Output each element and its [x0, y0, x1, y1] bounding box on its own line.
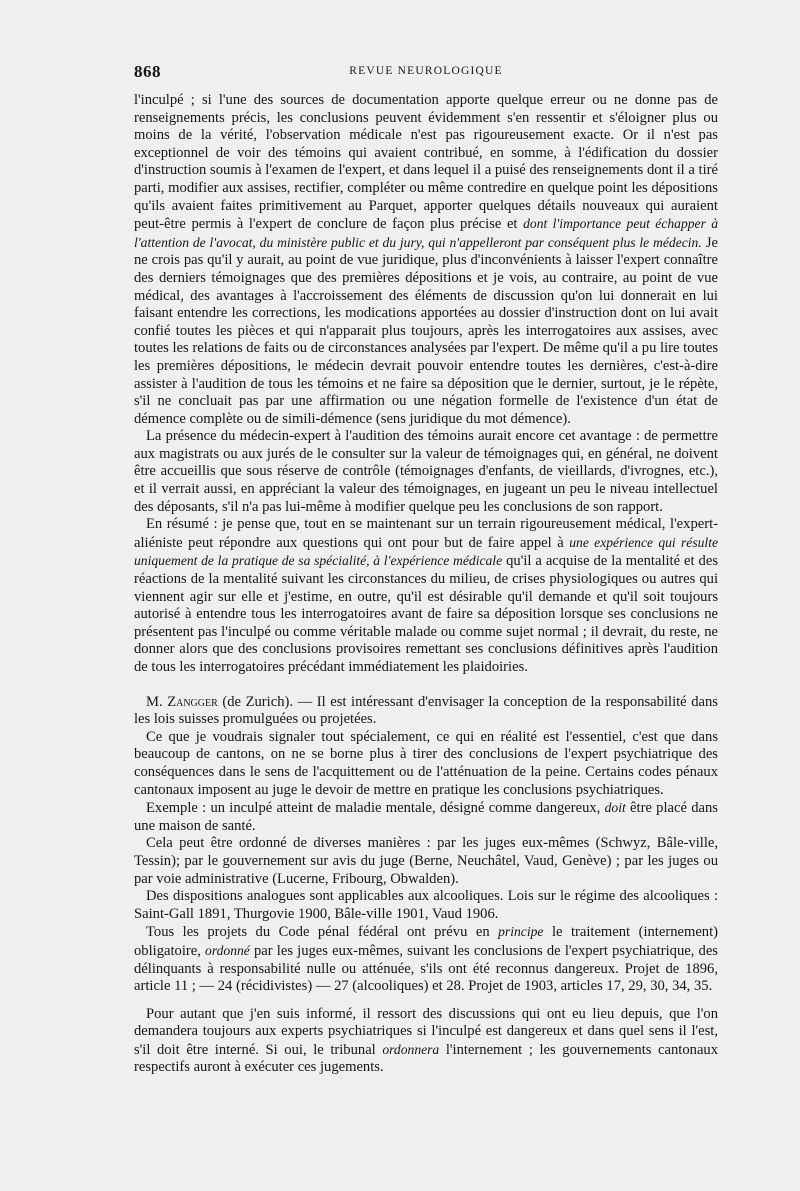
- italic-emphasis: dont l'importance peut échapper à l'attention de l'avocat, du ministère public et du jury, qui n'appelleront par conséquent plus le médecin.: [134, 216, 719, 250]
- paragraph-text: qu'il a acquise de la mentalité et des réactions de la mentalité suivant les circonstances du milieu, de crises physiologiques ou autres qui viennent agir sur elle et j'estime, en outre, qu'il est désirable qu'il demande et qu'il soit toujours autorisé à entendre tous les interrogatoires avant de faire sa déposition lorsque ses conclusions ne présentent pas l'inculpé ou comme véritable malade ou comme sujet normal ; il devrait, du reste, ne donner alors que des conclusions provisoires remettant ses conclusions définitives après l'audition de tous les interrogatoires précédant immédiatement les plaidoiries.: [134, 553, 718, 675]
- paragraph-text: La présence du médecin-expert à l'audition des témoins aurait encore cet avantage : de permettre aux magistrats ou aux jurés de le consulter sur la valeur de témoignages qui, en général, ne doivent être accueillis que sous réserve de contrôle (témoignages d'enfants, de vieillards, d'ivrognes, etc.), et il verrait aussi, en appréciant la valeur des témoignages, en jugeant un peu le niveau intellectuel des déposants, s'il n'a pas lui-même à modifier quelque peu les conclusions de son rapport.: [134, 428, 718, 515]
- paragraph-text: Exemple : un inculpé atteint de maladie mentale, désigné comme dangereux,: [146, 800, 601, 817]
- paragraph-text: l'inculpé ; si l'une des sources de documentation apporte quelque erreur ou ne donne pas de renseignements précis, les conclusions peuvent évidemment s'en ressentir et s'éloigner plus ou moins de la vérité, l'observation médicale n'est pas rigoureusement exacte. Or il n'est pas exceptionnel de voir des témoins qui avaient contribué, en somme, à l'édification du dossier d'instruction soumis à l'examen de l'expert, et dans lequel il a puisé des renseignements dont il a tiré parti, modifier aux assises, rectifier, compléter ou même contredire en quelque point les dépositions qu'ils avaient faites primitivement au Parquet, apporter quelques détails nouveaux qui auraient peut-être permis à l'expert de conclure de façon plus précise et: [134, 92, 718, 233]
- paragraph-text: Cela peut être ordonné de diverses manières : par les juges eux-mêmes (Schwyz, Bâle-ville, Tessin); par le gouvernement sur avis du juge (Berne, Neuchâtel, Vaud, Genève) ; par les juges ou par voie administrative (Lucerne, Fribourg, Obwalden).: [134, 835, 718, 887]
- italic-emphasis: ordonné: [205, 942, 250, 958]
- running-title: REVUE NEUROLOGIQUE: [349, 65, 503, 77]
- paragraph-text: l'internement ; les gouvernements cantonaux respectifs auront à exécuter ces jugements.: [134, 1041, 719, 1076]
- article-body: [134, 92, 718, 1077]
- speaker-prefix: M.: [146, 693, 163, 710]
- paragraph: [134, 835, 718, 888]
- italic-emphasis: doit: [604, 800, 626, 816]
- speaker-paragraph: [134, 694, 718, 729]
- paragraph-text: Pour autant que j'en suis informé, il ressort des discussions qui ont eu lieu depuis, que l'on demandera toujours aux experts psychiatriques si l'inculpé est dangereux et dans quel sens il l'est, s'il doit être interné. Si oui, le tribunal: [134, 1005, 718, 1058]
- paragraph-text: par les juges eux-mêmes, suivant les conclusions de l'expert psychiatrique, des délinquants à responsabilité nulle ou atténuée, s'ils ont été reconnus dangereux. Projet de 1896, article 11 ; — 24 (récidivistes) — 27 (alcooliques) et 28. Projet de 1903, articles 17, 29, 30, 34, 35.: [134, 942, 718, 995]
- paragraph: [134, 1006, 718, 1077]
- speaker-name: Zangger: [167, 693, 218, 710]
- italic-emphasis: une expérience qui résulte uniquement de la pratique de sa spécialité, à l'expérience médicale: [134, 534, 719, 569]
- page-header: [134, 62, 718, 82]
- paragraph-summary: [134, 516, 718, 676]
- paragraph-text: Ce que je voudrais signaler tout spécialement, ce qui en réalité est l'essentiel, c'est que dans beaucoup de cantons, on ne se borne plus à tirer des conclusions de l'expert psychiatrique des conséquences dans le sens de l'acquittement ou de l'atténuation de la peine. Certains codes pénaux cantonaux imposent au juge le devoir de mettre en pratique les conclusions psychiatriques.: [134, 728, 718, 798]
- paragraph-text: En résumé : je pense que, tout en se maintenant sur un terrain rigoureusement médical, l'expert-aliéniste peut répondre aux questions qui ont pour but de faire appel à: [134, 516, 718, 551]
- italic-emphasis: principe: [498, 924, 544, 940]
- paragraph-continuation: [134, 92, 718, 428]
- paragraph: [134, 888, 718, 923]
- paragraph-text: être placé dans une maison de santé.: [134, 800, 718, 834]
- paragraph-text: le traitement (internement) obligatoire,: [134, 924, 719, 959]
- paragraph: [134, 729, 718, 799]
- page-number: 868: [134, 62, 161, 81]
- paragraph-text: Je ne crois pas qu'il y aurait, au point de vue juridique, plus d'inconvénients à laisser l'expert connaître des derniers témoignages que des premières dépositions et je vois, au contraire, au point de vue médical, des avantages à l'accroissement des éléments de discussion qu'on lui donnerait en lui faisant entendre les corrections, les modications apportées au dossier d'instruction dont on lui avait confié toutes les pièces et qui n'apparait plus toujours, après les interrogatoires aux assises, avec toutes les relations de faits ou de circonstances analysées par l'expert. De même qu'il a pu lire toutes les premières dépositions, le médecin devrait pouvoir entendre toutes les dernières, c'est-à-dire assister à l'audition de tous les témoins et ne faire sa déposition que le dernier, surtout, je le répète, s'il ne concluait pas par une affirmation ou une négation formelle de l'existence d'un état de démence complète ou de simili-démence (sens juridique du mot démence).: [134, 234, 718, 427]
- italic-emphasis: ordonnera: [382, 1041, 440, 1057]
- paragraph: [134, 799, 718, 835]
- paragraph: [134, 923, 718, 995]
- paragraph-text: Tous les projets du Code pénal fédéral ont prévu en: [146, 924, 490, 941]
- paragraph: [134, 428, 718, 516]
- paragraph-text: Des dispositions analogues sont applicables aux alcooliques. Lois sur le régime des alcooliques : Saint-Gall 1891, Thurgovie 1900, Bâle-ville 1901, Vaud 1906.: [134, 888, 718, 922]
- paragraph-text: (de Zurich). — Il est intéressant d'envisager la conception de la responsabilité dans les lois suisses promulguées ou projetées.: [134, 693, 718, 728]
